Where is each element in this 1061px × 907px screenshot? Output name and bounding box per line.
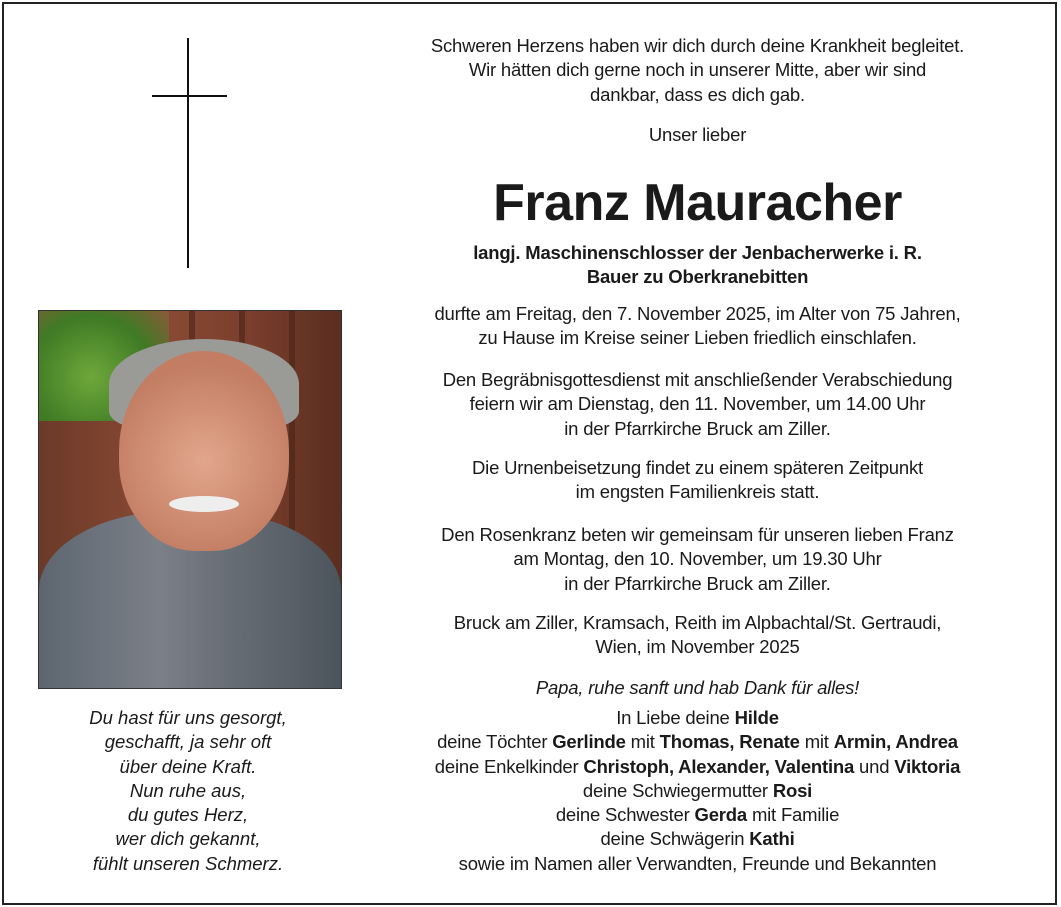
mourner-name: Gerda bbox=[694, 804, 747, 826]
mourner-line: sowie im Namen aller Verwandten, Freunde und Bekannten bbox=[458, 852, 937, 874]
text: deine Töchter bbox=[437, 731, 553, 753]
text-line: feiern wir am Dienstag, den 11. November, um 14.00 Uhr bbox=[469, 393, 926, 415]
text-line: Schweren Herzens haben wir dich durch deine Krankheit begleitet. bbox=[430, 35, 965, 56]
text: deine Schwiegermutter bbox=[582, 779, 773, 801]
text-line: Bauer zu Oberkranebitten bbox=[586, 266, 809, 288]
text: mit bbox=[625, 731, 660, 753]
text-line: langj. Maschinenschlosser der Jenbacherwerke i. R. bbox=[473, 242, 922, 263]
mourner-name: Hilde bbox=[734, 707, 779, 728]
poem-line: fühlt unseren Schmerz. bbox=[92, 852, 284, 874]
mourner-name: Thomas, Renate bbox=[659, 731, 800, 753]
mourner-line bbox=[370, 755, 1025, 779]
poem-line: Du hast für uns gesorgt, bbox=[89, 707, 287, 728]
text: mit bbox=[799, 731, 834, 753]
poem-line: Nun ruhe aus, bbox=[129, 779, 247, 801]
rosary-text bbox=[370, 523, 1025, 596]
text-line: Den Rosenkranz beten wir gemeinsam für unseren lieben Franz bbox=[441, 524, 954, 545]
mourners-list bbox=[370, 706, 1025, 876]
poem-line: wer dich gekannt, bbox=[115, 828, 261, 850]
places-text bbox=[370, 611, 1025, 660]
mourner-line bbox=[370, 827, 1025, 851]
unser-lieber: Unser lieber bbox=[648, 124, 747, 145]
mourner-line bbox=[370, 803, 1025, 827]
poem bbox=[30, 706, 346, 876]
mourner-name: Armin, Andrea bbox=[833, 731, 958, 753]
text-line: in der Pfarrkirche Bruck am Ziller. bbox=[564, 417, 831, 439]
poem-line: geschafft, ja sehr oft bbox=[104, 731, 272, 753]
urn-text bbox=[370, 456, 1025, 505]
text-line: am Montag, den 10. November, um 19.30 Uhr bbox=[513, 548, 882, 570]
text-line: zu Hause im Kreise seiner Lieben friedlich einschlafen. bbox=[478, 327, 917, 349]
text-line: Bruck am Ziller, Kramsach, Reith im Alpbachtal/St. Gertraudi, bbox=[453, 612, 942, 633]
text-line: im engsten Familienkreis statt. bbox=[575, 481, 820, 503]
text: deine Schwester bbox=[555, 804, 695, 826]
text: und bbox=[854, 755, 895, 777]
mourner-name: Christoph, Alexander, Valentina bbox=[583, 755, 855, 777]
mourner-line bbox=[370, 730, 1025, 754]
text-line: Den Begräbnisgottesdienst mit anschließender Verabschiedung bbox=[442, 369, 953, 390]
mourner-line bbox=[370, 779, 1025, 803]
text: deine Schwägerin bbox=[600, 828, 750, 850]
text: deine Enkelkinder bbox=[434, 755, 584, 777]
text-line: Wien, im November 2025 bbox=[595, 636, 800, 658]
mourner-name: Gerlinde bbox=[552, 731, 626, 753]
text: mit Familie bbox=[747, 804, 840, 826]
mourner-name: Rosi bbox=[772, 779, 813, 801]
deceased-name: Franz Mauracher bbox=[493, 174, 902, 232]
text-line: dankbar, dass es dich gab. bbox=[590, 83, 805, 105]
death-text bbox=[370, 302, 1025, 351]
poem-line: über deine Kraft. bbox=[119, 755, 257, 777]
text: In Liebe deine bbox=[616, 707, 735, 728]
subtitle bbox=[370, 241, 1025, 290]
poem-line: du gutes Herz, bbox=[127, 804, 249, 826]
text-line: Die Urnenbeisetzung findet zu einem späteren Zeitpunkt bbox=[472, 457, 923, 478]
funeral-text bbox=[370, 368, 1025, 441]
text-line: Wir hätten dich gerne noch in unserer Mitte, aber wir sind bbox=[468, 59, 927, 81]
text-line: durfte am Freitag, den 7. November 2025, im Alter von 75 Jahren, bbox=[434, 303, 961, 324]
intro-text bbox=[370, 34, 1025, 107]
mourner-name: Kathi bbox=[749, 828, 795, 850]
farewell-text: Papa, ruhe sanft und hab Dank für alles! bbox=[535, 677, 860, 698]
portrait-photo bbox=[38, 310, 342, 689]
mourner-name: Viktoria bbox=[894, 755, 961, 777]
text-line: in der Pfarrkirche Bruck am Ziller. bbox=[564, 572, 831, 594]
mourner-line bbox=[370, 706, 1025, 730]
